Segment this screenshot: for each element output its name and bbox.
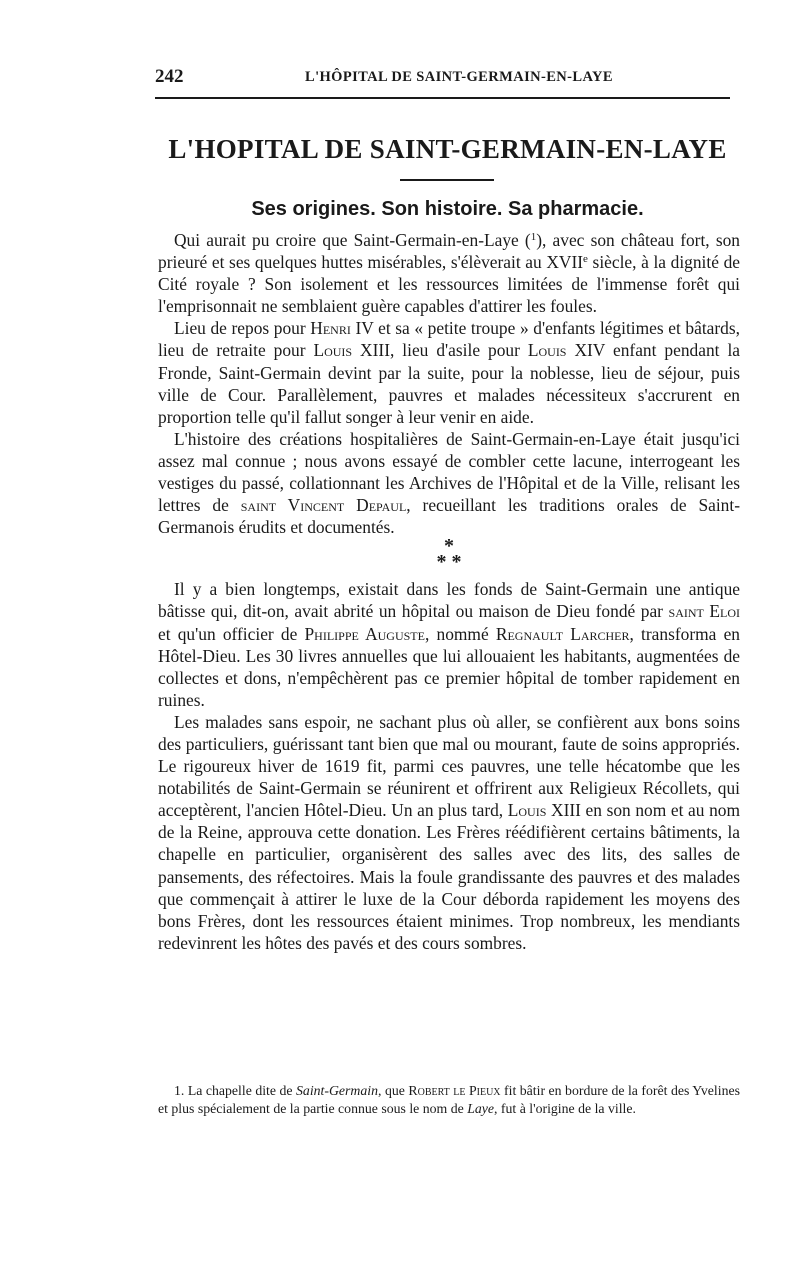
title-rule: [400, 179, 494, 181]
article-subtitle: Ses origines. Son histoire. Sa pharmacie.: [251, 198, 644, 220]
text-run: , transforma en Hôtel-Dieu. Les 30 livres annuelles que lui allouaient les habitants, augmentées de collectes et dons, n'empêchèrent pas ce premier hôpital de tomber rapidement en ruines.: [158, 623, 740, 710]
page-number: 242: [155, 66, 184, 87]
section-break-asterism: [158, 535, 740, 574]
text-run: XIII en son nom et au nom de la Reine, approuva cette donation. Les Frères réédifièrent certains bâtiments, la chapelle en particulier, organisèrent des salles avec des lits, des salles de pansements, des réfectoires. Mais la foule grandissante des pauvres et des malades que commençait à attirer le luxe de la Cour déborda rapidement les moyens des bons Frères, dont les ressources étaient minimes. Trop nombreux, les mendiants redevinrent les hôtes des pavés et des cours sombres.: [158, 800, 740, 953]
text-run: siècle, à la dignité de Cité royale ? Son isolement et les ressources limitées de l'immense forêt qui l'emprisonnait ne semblaient guère capables d'attirer les foules.: [158, 252, 740, 317]
text-run: L'histoire des créations hospitalières de Saint-Germain-en-Laye était jusqu'ici assez mal connue ; nous avons essayé de combler cette lacune, interrogeant les vestiges du passé, collationnant les Archives de l'Hôpital et de la Ville, relisant les lettres de: [158, 428, 740, 516]
text-run: , fut à l'origine de la ville.: [494, 1100, 636, 1116]
place-name: Laye: [467, 1100, 495, 1116]
paragraph-5: [158, 711, 740, 954]
person-name: saint Vincent Depaul: [240, 495, 407, 516]
text-run: XIV enfant pendant la Fronde, Saint-Germain devint par la suite, pour la noblesse, lieu de séjour, puis ville de Cour. Parallèlement, pauvres et malades nécessiteux s'accrurent en proportion telle qu'il fallut songer à leur venir en aide.: [158, 340, 740, 427]
text-run: XIII, lieu d'asile pour: [352, 340, 528, 361]
text-run: , recueillant les traditions orales de Saint-Germanois érudits et documentés.: [158, 495, 740, 538]
text-run: et qu'un officier de: [158, 623, 305, 644]
header-rule: [155, 97, 730, 99]
running-title: L'HÔPITAL DE SAINT-GERMAIN-EN-LAYE: [305, 69, 613, 85]
person-name: Louis: [527, 340, 567, 361]
person-name: Regnault Larcher: [495, 623, 630, 644]
footnote-1: [158, 1082, 740, 1117]
century-suffix: e: [583, 253, 588, 266]
place-name: Saint-Germain: [296, 1083, 379, 1098]
text-run: 1. La chapelle dite de: [174, 1083, 297, 1098]
footnote: [158, 1082, 740, 1117]
century-numeral: XVII: [546, 252, 584, 273]
person-name: Louis: [507, 800, 547, 821]
paragraph-3: [158, 428, 740, 538]
paragraph-2: [158, 317, 740, 427]
text-run: Il y a bien longtemps, existait dans les fonds de Saint-Germain une antique bâtisse qui, dit-on, avait abrité un hôpital ou maison de Dieu fondé par: [158, 579, 740, 622]
text-run: Lieu de repos pour: [174, 318, 311, 339]
article-title: L'HOPITAL DE SAINT-GERMAIN-EN-LAYE: [168, 134, 727, 164]
text-run: fit bâtir en bordure de la forêt des Yvelines et plus spécialement de la partie connue sous le nom de: [158, 1083, 740, 1116]
text-run: , que: [378, 1083, 409, 1098]
person-name: Henri: [310, 318, 351, 339]
paragraph-1: [158, 229, 740, 317]
paragraph-4: [158, 578, 740, 711]
text-run: Les malades sans espoir, ne sachant plus où aller, se confièrent aux bons soins des particuliers, guérissant tant bien que mal ou mourant, faute de soins appropriés. Le rigoureux hiver de 1619 fit, parmi ces pauvres, une telle hécatombe que les notabilités de Saint-Germain se réunirent et offrirent aux Religieux Récollets, qui acceptèrent, l'ancien Hôtel-Dieu. Un an plus tard,: [158, 711, 740, 821]
person-name: Louis: [313, 340, 353, 361]
asterism-bottom: * *: [436, 551, 462, 574]
person-name: Philippe Auguste: [304, 623, 425, 644]
person-name: saint Eloi: [668, 601, 741, 622]
text-run: Qui aurait pu croire que Saint-Germain-en-Laye (: [174, 230, 531, 250]
article-body: [158, 229, 740, 954]
running-header: [155, 66, 735, 92]
text-run: , nommé: [424, 623, 496, 644]
asterism-top: *: [444, 535, 454, 558]
text-run: ), avec son château fort, son prieuré et ses quelques huttes misérables, s'élèverait au: [158, 230, 740, 273]
footnote-ref: 1: [530, 231, 537, 243]
person-name: Robert le Pieux: [408, 1083, 501, 1098]
text-run: IV et sa « petite troupe » d'enfants légitimes et bâtards, lieu de retraite pour: [158, 318, 740, 361]
